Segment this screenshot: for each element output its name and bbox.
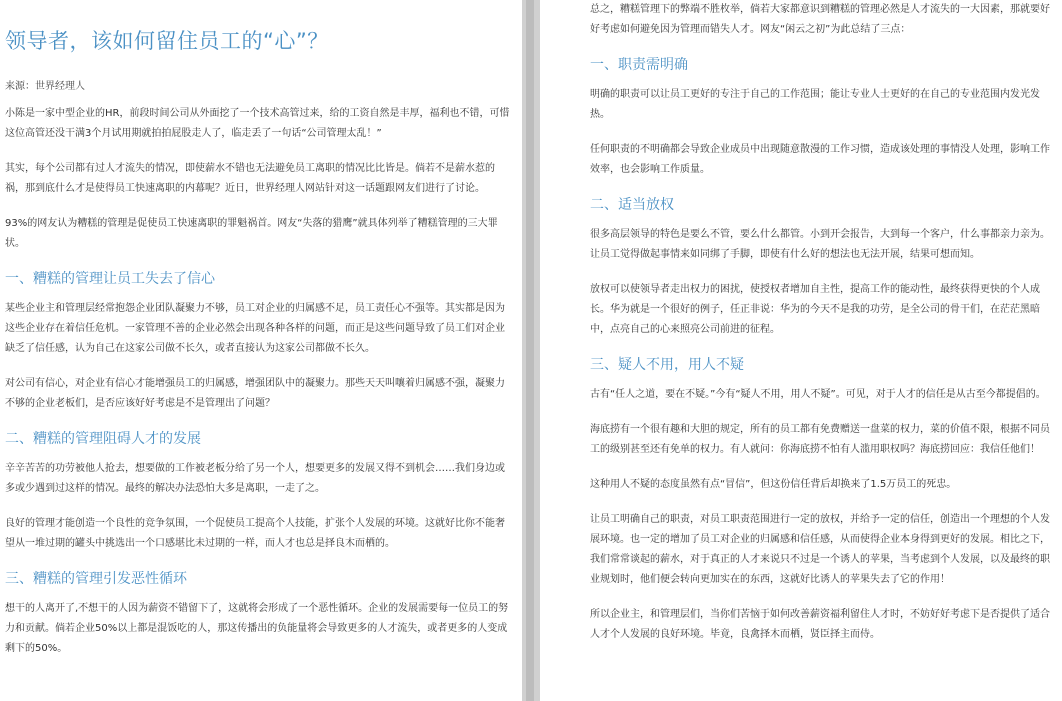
paragraph: 对公司有信心，对企业有信心才能增强员工的归属感，增强团队中的凝聚力。那些天天叫嚷着归属感不强，凝聚力不够的企业老板们，是否应该好好考虑是不是管理出了问题？ bbox=[5, 378, 505, 409]
paragraph: 任何职责的不明确都会导致企业成员中出现随意散漫的工作习惯，造成该处理的事情没人处理，影响工作效率，也会影响工作质量。 bbox=[590, 144, 1050, 175]
paragraph: 总之，糟糕管理下的弊端不胜枚举，倘若大家都意识到糟糕的管理必然是人才流失的一大因素，那就要好好考虑如何避免因为管理而错失人才。网友“闲云之初”为此总结了三点： bbox=[590, 4, 1050, 35]
section-heading: 二、适当放权 bbox=[590, 197, 674, 213]
paragraph: 这种用人不疑的态度虽然有点“冒信”，但这份信任背后却换来了1.5万员工的死忠。 bbox=[590, 479, 957, 490]
paragraph: 海底捞有一个很有趣和大胆的规定，所有的员工都有免费赠送一盘菜的权力，菜的价值不限，根据不同员工的级别甚至还有免单的权力。有人就问：你海底捞不怕有人滥用职权吗？海底捞回应：我信任他们！ bbox=[590, 424, 1050, 455]
section-heading: 一、糟糕的管理让员工失去了信心 bbox=[5, 271, 215, 287]
paragraph: 放权可以使领导者走出权力的困扰，使授权者增加自主性，提高工作的能动性，最终获得更快的个人成长。华为就是一个很好的例子，任正非说：华为的今天不是我的功劳，是全公司的骨干们，在茫茫黑暗中，点亮自己的心来照亮公司前进的征程。 bbox=[590, 284, 1040, 335]
page-gap-scrollbar[interactable] bbox=[522, 0, 540, 701]
article-source: 来源：世界经理人 bbox=[5, 81, 85, 92]
paragraph: 明确的职责可以让员工更好的专注于自己的工作范围；能让专业人士更好的在自己的专业范围内发光发热。 bbox=[590, 89, 1040, 120]
paragraph: 想干的人离开了,不想干的人因为薪资不错留下了，这就将会形成了一个恶性循环。企业的发展需要每一位员工的努力和贡献。倘若企业50%以上都是混饭吃的人，那这传播出的负能量将会导致更多的人才流失，或者更多的人变成剩下的50%。 bbox=[5, 603, 509, 654]
paragraph: 很多高层领导的特色是要么不管，要么什么都管。小到开会报告，大到每一个客户，什么事都亲力亲为。让员工觉得做起事情来如同绑了手脚，即使有什么好的想法也无法开展，结果可想而知。 bbox=[590, 229, 1050, 260]
document-page-left bbox=[0, 0, 522, 701]
paragraph: 所以企业主，和管理层们，当你们苦恼于如何改善薪资福利留住人才时，不妨好好考虑下是否提供了适合人才个人发展的良好环境。毕竟，良禽择木而栖，贤臣择主而侍。 bbox=[590, 609, 1050, 640]
paragraph: 某些企业主和管理层经常抱怨企业团队凝聚力不够，员工对企业的归属感不足，员工责任心不强等。其实都是因为这些企业存在着信任危机。一家管理不善的企业必然会出现各种各样的问题，而正是这些问题导致了员工们对企业缺乏了信任感，认为自己在这家公司做不长久，或者直接认为这家公司都做不长久。 bbox=[5, 303, 505, 354]
section-heading: 三、疑人不用，用人不疑 bbox=[590, 357, 744, 373]
article-title: 领导者，该如何留住员工的“心”？ bbox=[5, 29, 329, 53]
paragraph: 小陈是一家中型企业的HR，前段时间公司从外面挖了一个技术高管过来，给的工资自然是丰厚，福利也不错，可惜这位高管还没干满3个月试用期就拍拍屁股走人了，临走丢了一句话“公司管理太乱！” bbox=[5, 108, 510, 139]
paragraph: 辛辛苦苦的功劳被他人抢去，想要做的工作被老板分给了另一个人，想要更多的发展又得不到机会……我们身边或多或少遇到过这样的情况。最终的解决办法恐怕大多是离职，一走了之。 bbox=[5, 463, 505, 494]
section-heading: 三、糟糕的管理引发恶性循环 bbox=[5, 571, 187, 587]
paragraph: 良好的管理才能创造一个良性的竞争氛围，一个促使员工提高个人技能，扩张个人发展的环境。这就好比你不能奢望从一堆过期的罐头中挑选出一个口感堪比未过期的一样，而人才也总是择良木而栖的。 bbox=[5, 518, 505, 549]
paragraph: 93%的网友认为糟糕的管理是促使员工快速离职的罪魁祸首。网友“失落的猎鹰”就具体列举了糟糕管理的三大罪状。 bbox=[5, 218, 498, 249]
paragraph: 让员工明确自己的职责，对员工职责范围进行一定的放权，并给予一定的信任，创造出一个理想的个人发展环境。也一定的增加了员工对企业的归属感和信任感，从而使得企业本身得到更好的发展。相比之下，我们常常谈起的薪水，对于真正的人才来说只不过是一个诱人的苹果，当考虑到个人发展，以及最终的职业规划时，他们便会转向更加实在的东西，这就好比诱人的苹果失去了它的作用！ bbox=[590, 514, 1050, 585]
paragraph: 古有“任人之道，要在不疑。”今有“疑人不用，用人不疑”。可见，对于人才的信任是从古至今都提倡的。 bbox=[590, 389, 1046, 400]
page-gap-track bbox=[526, 0, 534, 701]
document-page-right bbox=[540, 0, 1062, 701]
section-heading: 一、职责需明确 bbox=[590, 57, 688, 73]
section-heading: 二、糟糕的管理阻碍人才的发展 bbox=[5, 431, 201, 447]
paragraph: 其实，每个公司都有过人才流失的情况，即使薪水不错也无法避免员工离职的情况比比皆是。倘若不是薪水惹的祸，那到底什么才是使得员工快速离职的内幕呢？近日，世界经理人网站针对这一话题跟网友们进行了讨论。 bbox=[5, 163, 495, 194]
